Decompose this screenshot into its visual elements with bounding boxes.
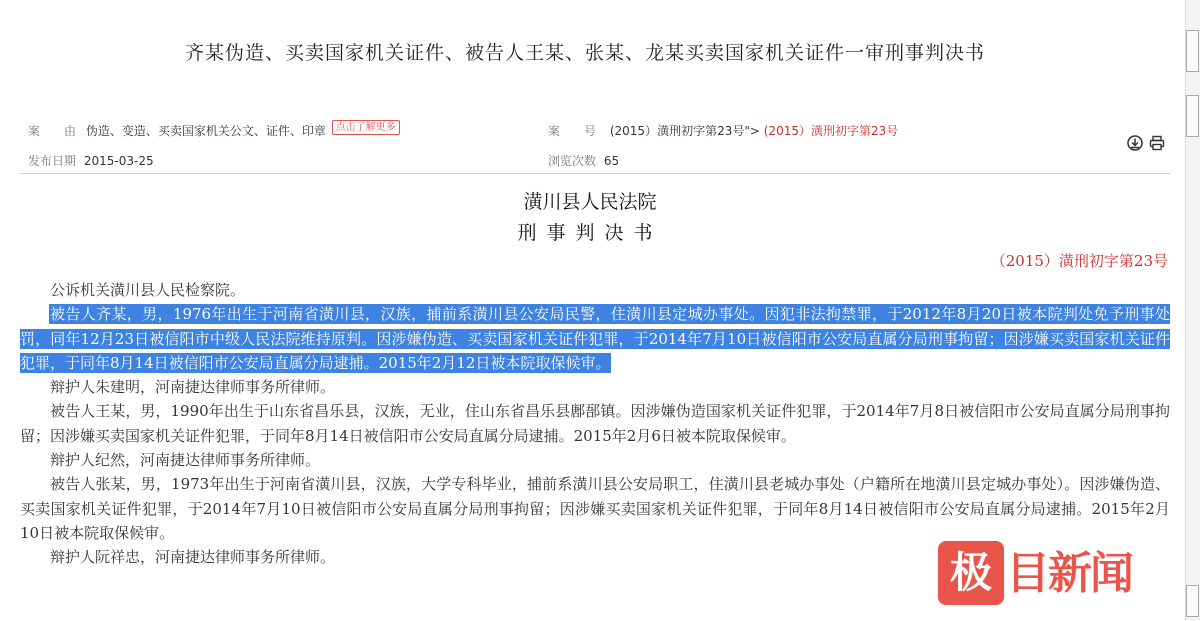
page-title: 齐某伪造、买卖国家机关证件、被告人王某、张某、龙某买卖国家机关证件一审刑事判决书 [184, 42, 985, 64]
publish-date-label: 发布日期 [28, 154, 77, 168]
learn-more-link[interactable]: 点击了解更多 [332, 120, 400, 135]
case-cause-row [28, 122, 400, 140]
case-number-red: (2015）潢刑初字第23号 [763, 124, 899, 138]
sidebar-tool-button[interactable] [1186, 95, 1199, 137]
publish-date-row [28, 152, 154, 169]
view-count-label: 浏览次数 [548, 154, 597, 168]
case-number-value: (2015）潢刑初字第23号"> [609, 124, 760, 138]
document-case-number: （2015）潢刑初字第23号 [990, 252, 1168, 270]
case-number-row [548, 122, 898, 139]
court-name: 潢川县人民法院 [523, 191, 657, 213]
case-cause-label: 案 由 [28, 124, 77, 138]
watermark-text: 目新闻 [1006, 548, 1132, 599]
watermark-badge: 极 [938, 541, 1004, 605]
view-count-value: 65 [603, 154, 620, 168]
judgment-body [20, 278, 1170, 570]
paragraph-text: 公诉机关潢川县人民检察院。 [50, 281, 246, 299]
paragraph-text: 被告人张某，男，1973年出生于河南省潢川县，汉族，大学专科毕业，捕前系潢川县公安局职工，住潢川县老城办事处（户籍所在地潢川县定城办事处）。因涉嫌伪造、买卖国家机关证件犯罪，于2014年7月10日被信阳市公安局直属分局刑事拘留；因涉嫌买卖国家机关证件犯罪，于同年8月14日被信阳市公安局直属分局逮捕。2015年2月10日被本院取保候审。 [20, 475, 1170, 542]
document-type: 刑事判决书 [517, 222, 663, 244]
paragraph-text: 辩护人阮祥忠，河南捷达律师事务所律师。 [50, 548, 336, 567]
download-icon[interactable] [1126, 134, 1144, 152]
paragraph-text: 辩护人朱建明，河南捷达律师事务所律师。 [50, 378, 336, 397]
case-cause-value: 伪造、变造、买卖国家机关公文、证件、印章 [85, 124, 326, 138]
right-sidebar-strip[interactable] [1185, 0, 1200, 621]
view-count-row [548, 152, 619, 169]
watermark-logo [938, 541, 1190, 609]
header-divider [20, 173, 1170, 174]
paragraph-defender-zhu [20, 375, 1170, 399]
selected-text[interactable]: 被告人齐某，男，1976年出生于河南省潢川县，汉族，捕前系潢川县公安局民警，住潢川县定城办事处。因犯非法拘禁罪，于2012年8月20日被本院判处免予刑事处罚，同年12月23日被信阳市中级人民法院维持原判。因涉嫌伪造、买卖国家机关证件犯罪，于2014年7月10日被信阳市公安局直属分局刑事拘留；因涉嫌买卖国家机关证件犯罪，于同年8月14日被信阳市公安局直属分局逮捕。2015年2月12日被本院取保候审。 [20, 305, 1170, 372]
case-number-label: 案 号 [548, 124, 597, 138]
paragraph-defender-ji [20, 448, 1170, 472]
publish-date-value: 2015-03-25 [83, 154, 154, 168]
sidebar-tool-button[interactable] [1186, 30, 1199, 72]
paragraph-defendant-zhang [20, 472, 1170, 545]
paragraph-text: 辩护人纪然，河南捷达律师事务所律师。 [50, 451, 321, 470]
print-icon[interactable] [1148, 134, 1166, 152]
paragraph-text: 被告人王某，男，1990年出生于山东省昌乐县，汉族，无业，住山东省昌乐县鄌郚镇。因涉嫌伪造国家机关证件犯罪，于2014年7月8日被信阳市公安局直属分局刑事拘留；因涉嫌买卖国家机关证件犯罪，于同年8月14日被信阳市公安局直属分局逮捕。2015年2月6日被本院取保候审。 [20, 402, 1170, 445]
paragraph-defendant-qi [20, 302, 1170, 375]
paragraph-defendant-wang [20, 399, 1170, 448]
paragraph-prosecutor [20, 278, 1170, 302]
